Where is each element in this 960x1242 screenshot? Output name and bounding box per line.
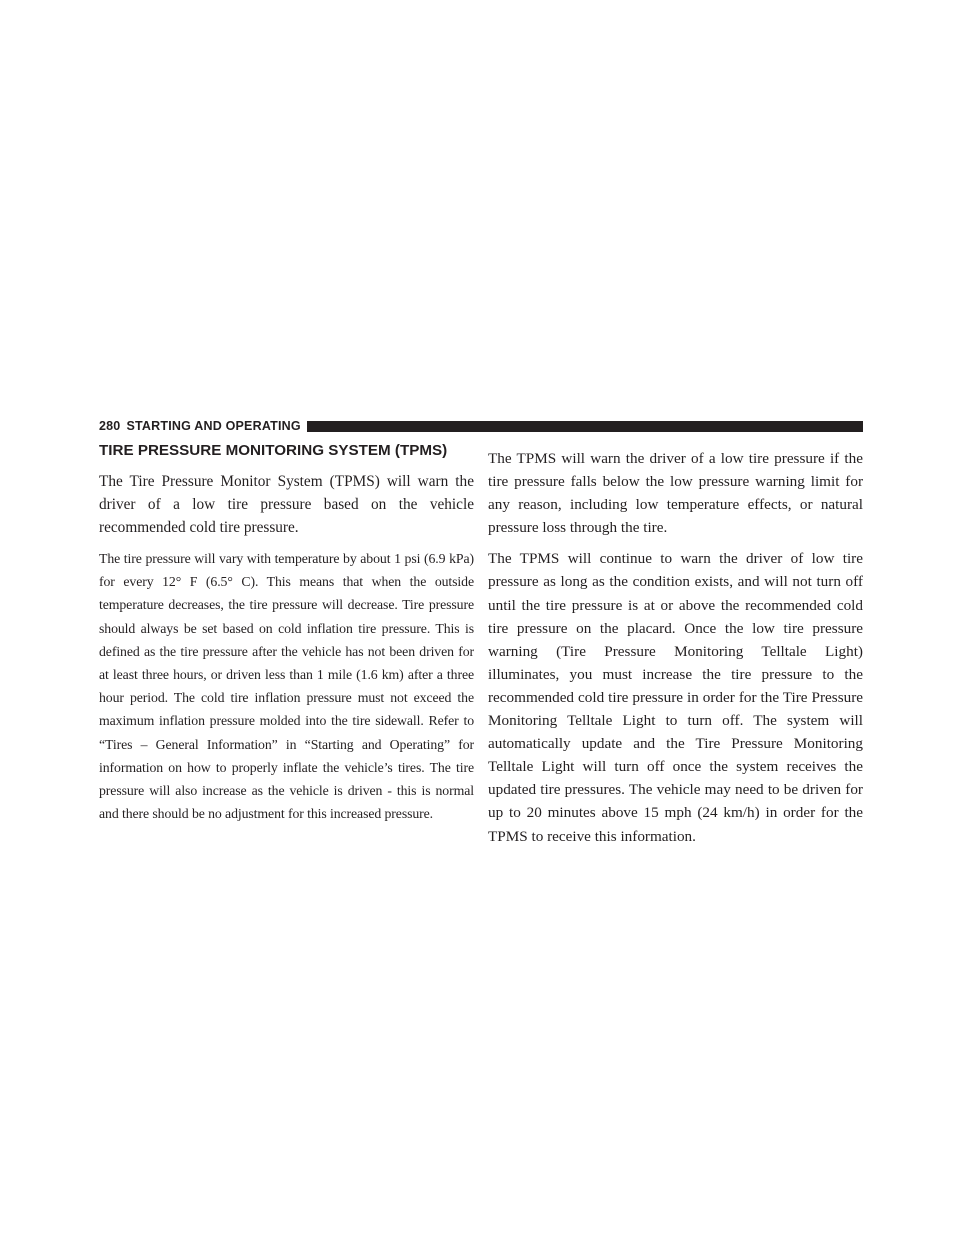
paragraph-continue: The TPMS will continue to warn the driver of low tire pressure as long as the condition exists, and will not turn off until the tire pressure is at or above the recommended cold tire pressure on the placard. Once the low tire pressure warning (Tire Pressure Monitoring Telltale Light) illuminates, you must increase the tire pressure to the recommended cold tire pressure in order for the Tire Pressure Monitoring Telltale Light to turn off. The system will automatically update and the Tire Pressure Monitoring Telltale Light will turn off once the system receives the updated tire pressures. The vehicle may need to be driven for up to 20 minutes above 15 mph (24 km/h) in order for the TPMS to receive this information.: [488, 550, 863, 845]
paragraph-temperature: The tire pressure will vary with temperature by about 1 psi (6.9 kPa) for every 12° F (6.5° C). This means that when the outside temperature decreases, the tire pressure will decrease. Tire pressure should always be set based on cold inflation tire pressure. This is defined as the tire pressure after the vehicle has not been driven for at least three hours, or driven less than 1 mile (1.6 km) after a three hour period. The cold tire inflation pressure must not exceed the maximum inflation pressure molded into the tire sidewall. Refer to “Tires – General Information” in “Starting and Operating” for information on how to properly inflate the vehicle’s tires. The tire pressure will also increase as the vehicle is driven - this is normal and there should be no adjustment for this increased pressure.: [99, 551, 474, 822]
paragraph-warning: The TPMS will warn the driver of a low tire pressure if the tire pressure falls below the low pressure warning limit for any reason, including low temperature effects, or natural pressure loss through the tire.: [488, 450, 863, 537]
header-rule: [307, 421, 863, 432]
paragraph-intro: The Tire Pressure Monitor System (TPMS) will warn the driver of a low tire pressure based on the vehicle recommended cold tire pressure.: [99, 473, 474, 536]
left-column: [99, 442, 474, 833]
section-title: TIRE PRESSURE MONITORING SYSTEM (TPMS): [99, 442, 448, 459]
section-name: STARTING AND OPERATING: [126, 419, 301, 433]
right-column: [488, 442, 863, 856]
header-text: [99, 419, 301, 433]
page-number: 280: [99, 419, 121, 433]
page-header: [99, 418, 863, 434]
